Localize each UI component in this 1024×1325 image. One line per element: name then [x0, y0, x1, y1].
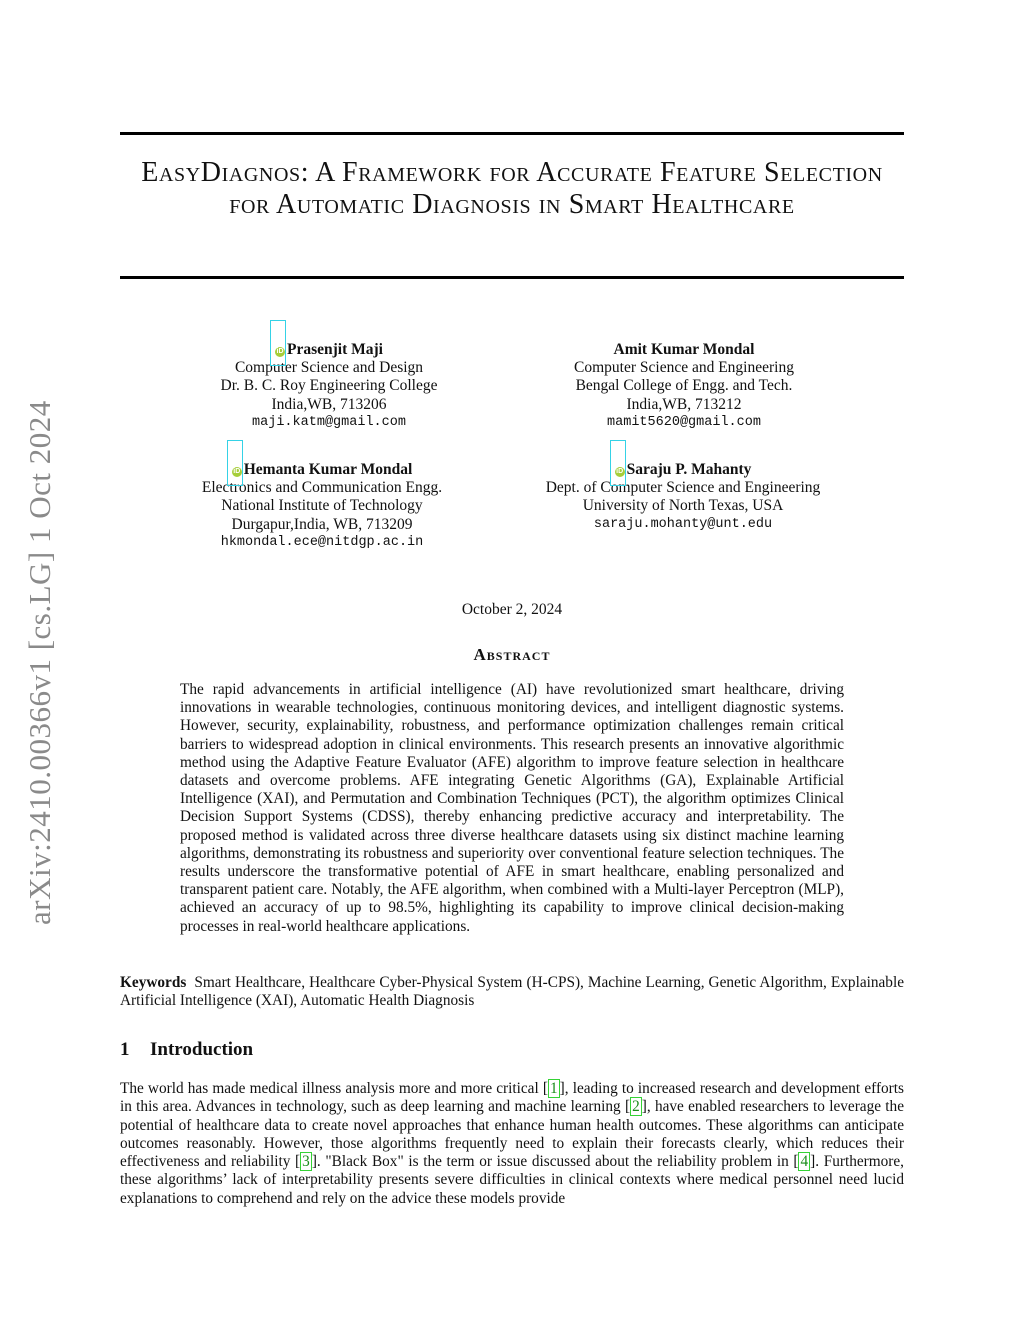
orcid-icon[interactable]: iD — [276, 348, 284, 355]
section-number: 1 — [120, 1039, 130, 1060]
intro-text: The world has made medical illness analysis more and more critical [ — [120, 1080, 548, 1097]
author-name: Saraju P. Mahanty — [626, 461, 752, 478]
intro-paragraph — [120, 1080, 904, 1208]
author-block-4 — [513, 461, 853, 534]
author-block-2 — [514, 341, 854, 432]
abstract-heading: Abstract — [473, 645, 551, 664]
intro-text: ]. "Black Box" is the term or issue discussed about the reliability problem in [ — [311, 1153, 799, 1171]
section-heading — [120, 1039, 253, 1061]
orcid-icon[interactable]: iD — [233, 468, 241, 475]
author-dept: Computer Science and Engineering — [574, 359, 794, 377]
author-location: India,WB, 713212 — [626, 395, 742, 413]
author-institution: Bengal College of Engg. and Tech. — [575, 377, 793, 395]
orcid-icon[interactable]: iD — [616, 468, 624, 475]
author-email[interactable]: hkmondal.ece@nitdgp.ac.in — [220, 534, 424, 550]
citation-link[interactable]: 2 — [632, 1098, 640, 1116]
abstract-text: The rapid advancements in artificial intelligence (AI) have revolutionized smart healthcare, driving innovations in wearable technologies, continuous monitoring devices, and intelligent diagnostic systems. However, security, explainability, robustness, and performance optimization challenges remain critical barriers to widespread adoption in clinical environments. This research presents an innovative algorithmic method using the Adaptive Feature Evaluator (AFE) algorithm to improve feature selection in healthcare datasets and overcome problems. AFE integrating Genetic Algorithms (GA), Explainable Artificial Intelligence (XAI), and Permutation and Combination Techniques (PCT), the algorithm optimizes Clinical Decision Support Systems (CDSS), thereby enhancing predictive accuracy and interpretability. The proposed method is validated across three diverse healthcare datasets using six distinct machine learning algorithms, demonstrating its robustness and superiority over conventional feature selection techniques. The results underscore the transformative potential of AFE in smart healthcare, enabling personalized and transparent patient care. Notably, the AFE algorithm, when combined with a Multi-layer Perceptron (MLP), achieved an accuracy of up to 98.5%, highlighting its capability to improve clinical decision-making processes in real-world healthcare applications. — [180, 681, 844, 935]
author-dept: Computer Science and Design — [234, 359, 424, 377]
keywords-list: Smart Healthcare, Healthcare Cyber-Physical System (H-CPS), Machine Learning, Genetic Algorithm, Explainable Artificial Intelligence (XAI), Automatic Health Diagnosis — [120, 974, 904, 1010]
arxiv-identifier: arXiv:2410.00366v1 [cs.LG] 1 Oct 2024 — [22, 400, 57, 925]
citation-link[interactable]: 1 — [549, 1080, 558, 1097]
author-dept: Dept. of Computer Science and Engineering — [545, 479, 821, 497]
author-institution: National Institute of Technology — [221, 497, 423, 515]
keywords-label: Keywords — [120, 974, 187, 991]
author-block-3 — [152, 461, 492, 552]
author-dept: Electronics and Communication Engg. — [201, 479, 443, 497]
author-institution: University of North Texas, USA — [582, 497, 784, 515]
author-name: Prasenjit Maji — [287, 341, 383, 358]
paper-title: EasyDiagnos: A Framework for Accurate Feature Selection for Automatic Diagnosis in Smart Healthcare — [141, 157, 883, 220]
author-name: Hemanta Kumar Mondal — [243, 461, 413, 478]
intro-text: ]. Furthermore, these algorithms’ lack of interpretability presents severe difficulties in clinical contexts where medical personnel need lucid explanations to comprehend and rely on the advice these models provide — [120, 1153, 904, 1207]
author-location: Durgapur,India, WB, 713209 — [231, 515, 413, 533]
keywords-paragraph — [120, 974, 904, 1011]
author-email[interactable]: maji.katm@gmail.com — [252, 414, 406, 430]
citation-link[interactable]: 4 — [800, 1153, 809, 1171]
title-rule-bottom — [120, 276, 904, 279]
citation-link[interactable]: 3 — [302, 1153, 310, 1171]
author-location: India,WB, 713206 — [271, 395, 387, 413]
author-block-1 — [159, 341, 499, 432]
title-rule-top — [120, 132, 904, 135]
author-email[interactable]: saraju.mohanty@unt.edu — [593, 516, 773, 532]
author-email[interactable]: mamit5620@gmail.com — [607, 414, 761, 430]
author-name: Amit Kumar Mondal — [613, 341, 755, 358]
intro-text: ], have enabled researchers to leverage the potential of healthcare data to create novel approaches that enhance human health outcomes. These algorithms can anticipate outcomes reasonably. However, those algorithms frequently need to explain their forecasts clearly, which reduces their effectiveness and reliability [ — [120, 1098, 904, 1171]
publication-date: October 2, 2024 — [461, 601, 563, 618]
author-institution: Dr. B. C. Roy Engineering College — [220, 377, 438, 395]
intro-text: ], leading to increased research and development efforts in this area. Advances in technology, such as deep learning and machine learning [ — [120, 1080, 904, 1116]
section-title: Introduction — [150, 1039, 254, 1060]
